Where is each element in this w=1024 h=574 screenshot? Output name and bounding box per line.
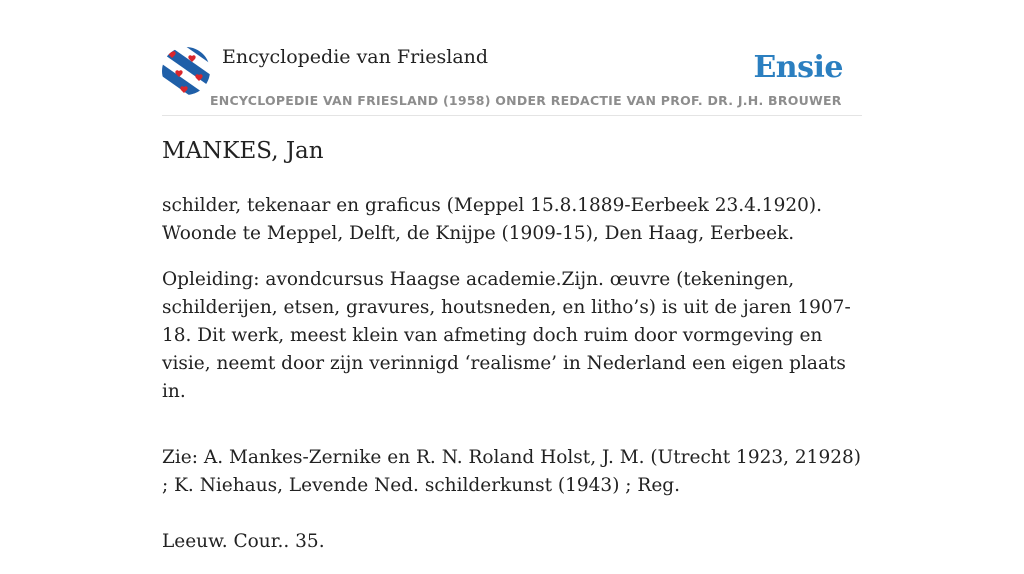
article-paragraph: schilder, tekenaar en graficus (Meppel 15.8.1889-Eerbeek 23.4.1920). Woonde te Meppel, Delft, de Knijpe (1909-15), Den Haag, Eerbeek.: [162, 195, 822, 244]
ensie-logo-link[interactable]: Ensie: [753, 50, 843, 85]
friesland-flag-icon[interactable]: [162, 47, 210, 95]
article-body: [162, 192, 862, 574]
site-subtitle: ENCYCLOPEDIE VAN FRIESLAND (1958) ONDER REDACTIE VAN PROF. DR. J.H. BROUWER: [210, 93, 842, 108]
site-header: [162, 44, 862, 116]
article-paragraph: Opleiding: avondcursus Haagse academie.Zijn. œuvre (tekeningen, schilderijen, etsen, gravures, houtsneden, en litho’s) is uit de jaren 1907-18. Dit werk, meest klein van afmeting doch ruim door vormgeving en visie, neemt door zijn verinnigd ‘realisme’ in Nederland een eigen plaats in.: [162, 269, 851, 402]
article-title: MANKES, Jan: [162, 138, 324, 164]
article-paragraph: Zie: A. Mankes-Zernike en R. N. Roland Holst, J. M. (Utrecht 1923, 21928) ; K. Niehaus, Levende Ned. schilderkunst (1943) ; Reg.: [162, 447, 861, 496]
site-name[interactable]: Encyclopedie van Friesland: [222, 46, 489, 68]
article-paragraph: Leeuw. Cour.. 35.: [162, 531, 325, 552]
